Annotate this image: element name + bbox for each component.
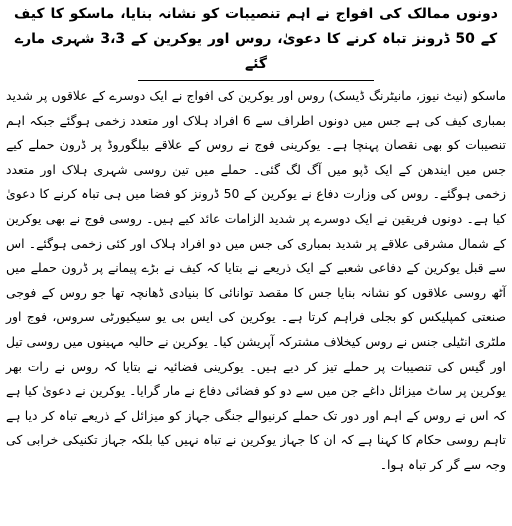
article-headline: دونوں ممالک کی افواج نے اہم تنصیبات کو نشانہ بنایا، ماسکو کا کیف کے 50 ڈرونز تباہ کرنے کا دعویٰ، روس اور یوکرین کے 3،3 شہری مارے گئے <box>14 6 498 72</box>
headline-divider <box>138 80 374 81</box>
article-body: ماسکو (نیٹ نیوز، مانیٹرنگ ڈیسک) روس اور یوکرین کی افواج نے ایک دوسرے کے علاقوں پر شدید بمباری کیف کی ہے جس میں دونوں اطراف سے 6 افراد ہلاک اور متعدد زخمی ہوگئے جبکہ اہم تنصیبات کو بھی نقصان پہنچا ہے۔ یوکرینی فوج نے روس کے علاقے بیلگوروڈ پر ڈرون حملے کیے جس میں ایندھن کے ایک ڈپو میں آگ لگ گئی۔ حملے میں تین روسی شہری ہلاک اور متعدد زخمی ہوگئے۔ روس کی وزارت دفاع نے یوکرین کے 50 ڈرونز کو فضا میں ہی تباہ کرنے کا دعویٰ کیا ہے۔ دونوں فریقین نے ایک دوسرے پر شدید الزامات عائد کیے ہیں۔ روسی فوج نے بھی یوکرین کے شمال مشرقی علاقے پر شدید بمباری کی جس میں دو افراد ہلاک اور کئی زخمی ہوگئے۔ اس سے قبل یوکرین کے دفاعی شعبے کے ایک ذریعے نے بتایا کہ کیف نے بڑے پیمانے پر ڈرون حملے میں آٹھ روسی علاقوں کو نشانہ بنایا جس کا مقصد توانائی کا بنیادی ڈھانچہ تھا جو روس کے فوجی صنعتی کمپلیکس کو بجلی فراہم کرتا ہے۔ یوکرین کی ایس بی یو سیکیورٹی سروس، فوج اور ملٹری انٹیلی جنس نے روس کیخلاف مشترکہ آپریشن کیا۔ یوکرین نے حالیہ مہینوں میں روسی تیل اور گیس کی تنصیبات پر حملے تیز کر دیے ہیں۔ یوکرینی فضائیہ نے بتایا کہ روس نے رات بھر یوکرین پر ساٹ میزائل داغے جن میں سے دو کو فضائی دفاع نے مار گرایا۔ یوکرین نے دعویٰ کیا ہے کہ اس نے روس کے اہم اور دور تک حملے کرنیوالے جنگی جہاز کو میزائل کے ذریعے تباہ کر دیا ہے تاہم روسی حکام کا کہنا ہے کہ ان کا جہاز یوکرین نے تباہ نہیں کیا بلکہ جہاز تکنیکی خرابی کی وجہ سے گر کر تباہ ہوا۔ <box>6 88 506 472</box>
